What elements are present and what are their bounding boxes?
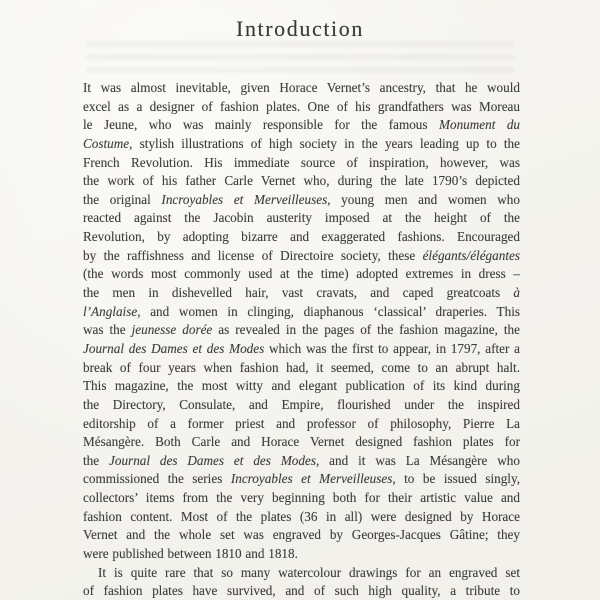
text-line: Mésangère. Both Carle and Horace Vernet designed fashion plates for bbox=[83, 434, 520, 450]
text-line: commissioned the series Incroyables et Merveilleuses, to be issued singly, bbox=[83, 471, 520, 487]
text-line: the work of his father Carle Vernet who, during the late 1790’s depicted bbox=[83, 173, 520, 189]
text-line: It was almost inevitable, given Horace Vernet’s ancestry, that he would bbox=[83, 80, 520, 95]
text-line: Vernet and the whole set was engraved by Georges-Jacques Gâtine; they bbox=[83, 527, 520, 543]
paragraph bbox=[83, 564, 520, 600]
text-line: break of four years when fashion had, it seemed, come to an abrupt halt. bbox=[83, 359, 520, 375]
text-line: Journal des Dames et des Modes which was the first to appear, in 1797, after a bbox=[83, 340, 520, 356]
text-line: Costume, stylish illustrations of high society in the years leading up to the bbox=[83, 135, 520, 151]
text-line: fashion content. Most of the plates (36 in all) were designed by Horace bbox=[83, 508, 520, 524]
paragraph bbox=[83, 79, 520, 564]
text-line: excel as a designer of fashion plates. One of his grandfathers was Moreau bbox=[83, 98, 520, 114]
text-line: the Directory, Consulate, and Empire, flourished under the inspired bbox=[83, 396, 520, 412]
text-line: Revolution, by adopting bizarre and exaggerated fashions. Encouraged bbox=[83, 229, 520, 245]
text-line: editorship of a former priest and professor of philosophy, Pierre La bbox=[83, 415, 520, 431]
text-line: of fashion plates have survived, and of such high quality, a tribute to bbox=[83, 583, 520, 599]
text-line: the Journal des Dames et des Modes, and it was La Mésangère who bbox=[83, 452, 520, 468]
text-line: It is quite rare that so many watercolour drawings for an engraved set bbox=[98, 564, 520, 580]
text-line: French Revolution. His immediate source of inspiration, however, was bbox=[83, 154, 520, 170]
body-text bbox=[83, 79, 520, 600]
text-line: This magazine, the most witty and elegant publication of its kind during bbox=[83, 378, 520, 394]
text-line: by the raffishness and license of Directoire society, these élégants/élégantes bbox=[83, 247, 520, 263]
text-line: the men in dishevelled hair, vast cravats, and caped greatcoats à bbox=[83, 285, 520, 301]
text-line: reacted against the Jacobin austerity imposed at the height of the bbox=[83, 210, 520, 226]
text-line: l’Anglaise, and women in clinging, diaphanous ‘classical’ draperies. This bbox=[83, 303, 520, 319]
text-line: collectors’ items from the very beginning both for their artistic value and bbox=[83, 490, 520, 506]
text-line: (the words most commonly used at the time) adopted extremes in dress – bbox=[83, 266, 520, 282]
text-line: were published between 1810 and 1818. bbox=[83, 546, 298, 562]
chapter-title: Introduction bbox=[236, 16, 364, 41]
text-line: was the jeunesse dorée as revealed in the pages of the fashion magazine, the bbox=[83, 322, 520, 338]
text-line: le Jeune, who was mainly responsible for the famous Monument du bbox=[83, 117, 521, 133]
text-line: the original Incroyables et Merveilleuses, young men and women who bbox=[83, 191, 520, 207]
page-showthrough bbox=[86, 41, 514, 75]
